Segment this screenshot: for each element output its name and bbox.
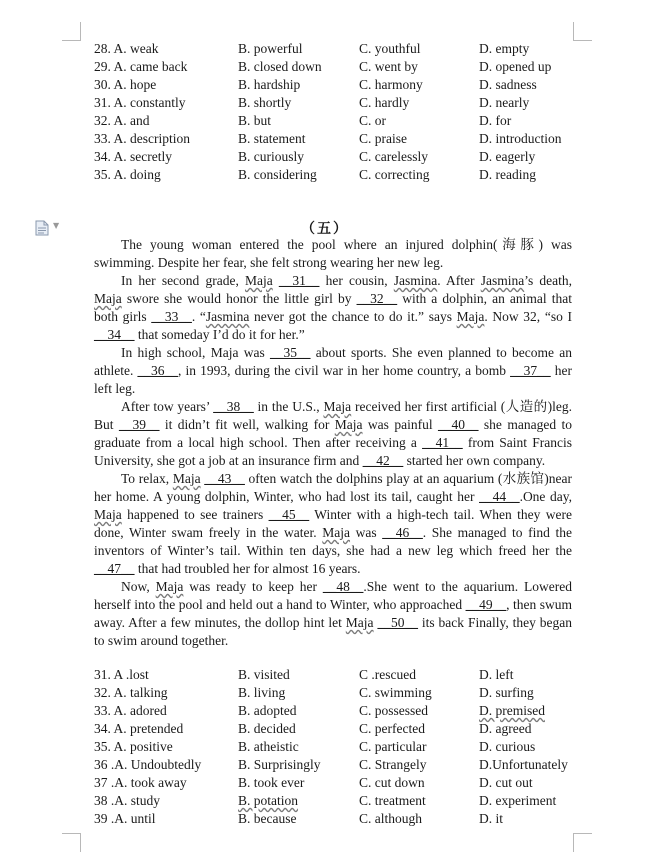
option-b: B. visited: [238, 667, 290, 682]
option-row: [94, 94, 594, 112]
option-row: [94, 774, 594, 792]
option-d: D. cut out: [479, 775, 533, 790]
blank-41: __41__: [422, 435, 463, 450]
blank-35: __35__: [269, 345, 311, 360]
option-d: D. experiment: [479, 793, 557, 808]
option-c: C. carelessly: [359, 149, 428, 164]
option-b: B. Surprisingly: [238, 757, 321, 772]
text: The young woman entered the pool where an injured dolphin(海豚) was swimming. Despite her fear, she felt strong wearing her new leg.: [94, 237, 572, 270]
option-d: D. surfing: [479, 685, 534, 700]
text: her left leg.: [94, 363, 572, 396]
name-word: Maja: [94, 507, 122, 522]
option-b: B. closed down: [238, 59, 322, 74]
text: . “: [191, 309, 206, 324]
blank-50: __50__: [377, 615, 418, 630]
blank-39: __39__: [118, 417, 160, 432]
name-word: Maja: [155, 579, 184, 594]
page-corner-mark: [62, 22, 81, 41]
text: in the U.S.,: [253, 399, 324, 414]
name-word: Maja: [244, 273, 273, 288]
option-c: C. treatment: [359, 793, 426, 808]
page-corner-mark: [573, 22, 592, 41]
option-c: C. although: [359, 811, 422, 826]
option-a: 28. A. weak: [94, 41, 159, 56]
text: , then swum away. After a few minutes, the dollop hint let: [94, 597, 572, 630]
paragraph-5: [94, 470, 572, 578]
option-b: B. living: [238, 685, 286, 700]
option-a: 29. A. came back: [94, 59, 188, 74]
blank-37: __37__: [510, 363, 551, 378]
options-list-bottom: [94, 666, 594, 828]
option-b: B. powerful: [238, 41, 303, 56]
option-a: 33. A. adored: [94, 703, 167, 718]
option-d: D. premised: [479, 703, 545, 718]
option-a: 35. A. doing: [94, 167, 161, 182]
blank-46: __46__: [382, 525, 423, 540]
option-row: [94, 130, 594, 148]
blank-47: __47__: [94, 561, 135, 576]
blank-40: __40__: [438, 417, 479, 432]
blank-38: __38__: [213, 399, 254, 414]
option-row: [94, 58, 594, 76]
option-c: C. swimming: [359, 685, 432, 700]
name-word: Jasmina: [480, 273, 525, 288]
option-a: 39 .A. until: [94, 811, 156, 826]
option-a: 30. A. hope: [94, 77, 157, 92]
option-c: C. youthful: [359, 41, 421, 56]
text: . She managed to find the inventors of Winter’s tail. Within ten days, she had a new leg which freed her the: [94, 525, 573, 558]
text: it didn’t fit well, walking for: [159, 417, 335, 432]
option-c: C. cut down: [359, 775, 425, 790]
option-d: D. it: [479, 811, 504, 826]
option-row: [94, 112, 594, 130]
option-row: [94, 720, 594, 738]
options-list-top: [94, 40, 594, 184]
paragraph-6: [94, 578, 572, 650]
option-c: C. praise: [359, 131, 407, 146]
blank-33: __33__: [151, 309, 192, 324]
text: To relax,: [121, 471, 173, 486]
text: Now,: [121, 579, 156, 594]
option-d: D. reading: [479, 167, 536, 182]
paragraph-2: [94, 272, 572, 344]
option-c: C. possessed: [359, 703, 429, 718]
option-b: B. potation: [238, 793, 298, 808]
option-a: 31. A .lost: [94, 667, 149, 682]
option-b: B. because: [238, 811, 297, 826]
name-word: Maja: [323, 399, 352, 414]
name-word: Jasmina: [393, 273, 438, 288]
text: that someday I’d do it for her.”: [134, 327, 305, 342]
option-row: [94, 810, 594, 828]
text: was ready to keep her: [183, 579, 323, 594]
option-d: D. agreed: [479, 721, 532, 736]
text: with a dolphin, an animal that both girls: [94, 291, 573, 324]
option-row: [94, 738, 594, 756]
section-title: （五）: [301, 221, 349, 237]
option-d: D. curious: [479, 739, 536, 754]
option-a: 34. A. secretly: [94, 149, 172, 164]
option-row: [94, 148, 594, 166]
option-a: 34. A. pretended: [94, 721, 184, 736]
option-a: 31. A. constantly: [94, 95, 186, 110]
option-d: D. opened up: [479, 59, 552, 74]
blank-31: __31__: [278, 273, 320, 288]
chevron-down-icon[interactable]: ▼: [53, 221, 60, 230]
option-d: D. left: [479, 667, 514, 682]
name-word: Maja: [334, 417, 363, 432]
option-c: C. went by: [359, 59, 418, 74]
option-c: C. hardly: [359, 95, 410, 110]
option-row: [94, 756, 594, 774]
option-c: C. correcting: [359, 167, 430, 182]
option-d: D. empty: [479, 41, 530, 56]
option-d: D.Unfortunately: [479, 757, 568, 772]
option-c: C. particular: [359, 739, 427, 754]
blank-42: __42__: [362, 453, 404, 468]
blank-32: __32__: [356, 291, 398, 306]
blank-45: __45__: [268, 507, 310, 522]
passage: [94, 236, 572, 650]
option-c: C. or: [359, 113, 386, 128]
blank-48: __48__: [322, 579, 364, 594]
option-a: 33. A. description: [94, 131, 190, 146]
text: started her own company.: [403, 453, 546, 468]
option-row: [94, 76, 594, 94]
option-row: [94, 666, 594, 684]
option-c: C. harmony: [359, 77, 423, 92]
text: ’s death,: [524, 273, 572, 288]
paragraph-4: [94, 398, 572, 470]
text: never got the chance to do it.” says: [249, 309, 457, 324]
option-d: D. nearly: [479, 95, 530, 110]
option-d: D. sadness: [479, 77, 537, 92]
text: about sports. She even planned to become an athlete.: [94, 345, 572, 378]
paragraph-3: [94, 344, 572, 398]
option-c: C .rescued: [359, 667, 416, 682]
option-a: 36 .A. Undoubtedly: [94, 757, 202, 772]
text: she managed to graduate from a local high school. Then after receiving a: [94, 417, 572, 450]
name-word: Maja: [322, 525, 351, 540]
page-corner-mark: [62, 833, 81, 852]
option-c: C. perfected: [359, 721, 425, 736]
text: In high school, Maja was: [121, 345, 270, 360]
option-b: B. hardship: [238, 77, 301, 92]
blank-36: __36__: [137, 363, 178, 378]
text: Winter with a high-tech tail. When they were done, Winter swam freely in the water.: [94, 507, 572, 540]
text: . Now 32, “so I: [484, 309, 572, 324]
text: happened to see trainers: [121, 507, 269, 522]
name-word: Maja: [345, 615, 374, 630]
text: its back Finally, they began to swim around together.: [94, 615, 573, 648]
option-row: [94, 684, 594, 702]
text: that had troubled her for almost 16 years.: [134, 561, 361, 576]
option-d: D. eagerly: [479, 149, 536, 164]
option-a: 35. A. positive: [94, 739, 173, 754]
text: was painful: [362, 417, 438, 432]
option-b: B. shortly: [238, 95, 292, 110]
option-a: 37 .A. took away: [94, 775, 187, 790]
option-row: [94, 702, 594, 720]
text: received her first artificial (人造的)leg. But: [94, 399, 572, 432]
option-row: [94, 792, 594, 810]
text: . After: [437, 273, 481, 288]
text: was: [350, 525, 383, 540]
option-b: B. considering: [238, 167, 317, 182]
option-b: B. atheistic: [238, 739, 299, 754]
option-b: B. but: [238, 113, 272, 128]
option-c: C. Strangely: [359, 757, 427, 772]
text: .One day,: [519, 489, 572, 504]
name-word: Jasmina: [205, 309, 250, 324]
blank-34: __34__: [94, 327, 135, 342]
name-word: Maja: [172, 471, 201, 486]
text: .She went to the aquarium. Lowered herself into the pool and held out a hand to Winter, who approached: [94, 579, 572, 612]
option-b: B. took ever: [238, 775, 305, 790]
blank-44: __44__: [479, 489, 520, 504]
text: In her second grade,: [121, 273, 245, 288]
blank-43: __43__: [204, 471, 245, 486]
paragraph-1: [94, 236, 572, 272]
option-d: D. for: [479, 113, 512, 128]
option-b: B. decided: [238, 721, 296, 736]
page-corner-mark: [573, 833, 592, 852]
text: swore she would honor the little girl by: [121, 291, 357, 306]
text: from Saint Francis University, she got a job at an insurance firm and: [94, 435, 572, 468]
option-b: B. statement: [238, 131, 306, 146]
option-b: B. adopted: [238, 703, 297, 718]
text: her cousin,: [319, 273, 394, 288]
blank-49: __49__: [465, 597, 507, 612]
option-d: D. introduction: [479, 131, 562, 146]
name-word: Maja: [94, 291, 122, 306]
option-a: 38 .A. study: [94, 793, 161, 808]
text: , in 1993, during the civil war in her home country, a bomb: [177, 363, 511, 378]
option-b: B. curiously: [238, 149, 304, 164]
text: often watch the dolphins play at an aquarium (水族馆)near her home. A young dolphin, Winter, who had lost its tail, caught her: [94, 471, 572, 504]
name-word: Maja: [456, 309, 485, 324]
option-row: [94, 166, 594, 184]
option-a: 32. A. and: [94, 113, 150, 128]
option-row: [94, 40, 594, 58]
text: After tow years’: [121, 399, 214, 414]
option-a: 32. A. talking: [94, 685, 168, 700]
